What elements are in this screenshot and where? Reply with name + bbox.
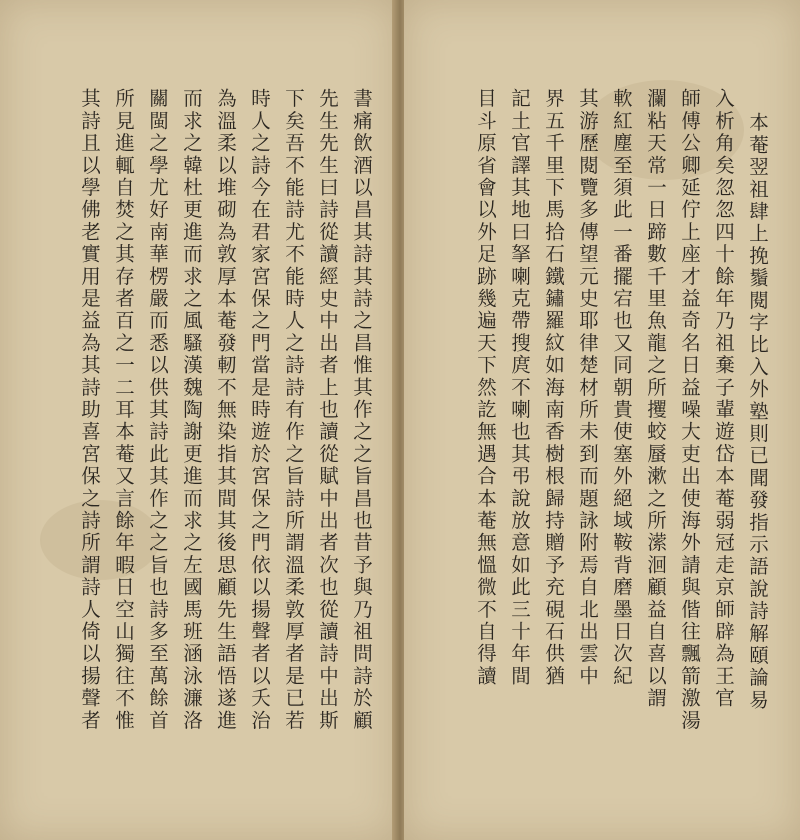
text-column: 師傅公卿延佇上座才益奇名日益噪大吏出使海外請與偕往飄箭激湯 <box>678 88 701 732</box>
text-column: 而求之韓杜更進而求之風騷漢魏陶謝更進而求之左國馬班涵泳濂洛 <box>180 88 203 732</box>
text-column: 下矣吾不能詩尤不能時人之詩詩有作之旨詩所謂溫柔敦厚者是已若 <box>282 88 305 732</box>
text-column: 所見進輒自焚之其存者百之一二耳本菴又言餘年暇日空山獨往不惟 <box>112 88 135 732</box>
text-column: 先生先生曰詩從讀經史中出者上也讀從賦中出者次也從讀詩中出斯 <box>316 88 339 732</box>
text-column: 關閩之學尤好南華楞嚴而悉以供其詩此其作之之旨也詩多至萬餘首 <box>146 88 169 732</box>
right-page <box>404 0 800 840</box>
text-column: 記土官譯其地曰拏喇克帶搜庹不喇也其弔說放意如此三十年間 <box>508 88 531 688</box>
text-column: 瀾粘天常一日蹄數千里魚龍之所攫蛟蜃漱之所潆洄顧益自喜以謂 <box>644 88 667 710</box>
text-column: 軟紅塵至須此一番擺宕也又同朝貴使塞外絕域鞍背磨墨日次紀 <box>610 88 633 688</box>
text-column: 其游歷閱覽多傳望元史耶律楚材所未到而題詠附焉自北出雲中 <box>576 88 599 688</box>
text-column: 時人之詩今在君家宮保之門當是時遊於宮保之門依以揚聲者以夭治 <box>248 88 271 732</box>
left-page-text <box>72 88 378 840</box>
right-page-text <box>468 88 774 840</box>
text-column: 目斗原省會以外足跡幾遍天下然訖無遇合本菴無慍微不自得讀 <box>474 88 497 688</box>
text-column: 書痛飲酒以昌其詩其詩之昌惟其作之之旨昌也昔予與乃祖問詩於顧 <box>350 88 373 732</box>
left-page <box>0 0 396 840</box>
text-column: 其詩且以學佛老實用是益為其詩助喜宮保之詩所謂詩人倚以揚聲者 <box>78 88 101 732</box>
text-column: 為溫柔以堆砌為敦厚本菴發軔不無染指其間其後思顧先生語悟遂進 <box>214 88 237 732</box>
text-column: 本菴翌祖肆上挽鬚閱字比入外塾則已聞發指示語說詩解頤論易 <box>746 112 769 712</box>
text-column: 入析角矣忽忽四十餘年乃祖棄子輩遊岱本菴弱冠走京師辟為王官 <box>712 88 735 710</box>
text-column: 界五千里下馬拾石鐵鏽羅紋如海南香樹根歸持贈予充硯石供猶 <box>542 88 565 688</box>
